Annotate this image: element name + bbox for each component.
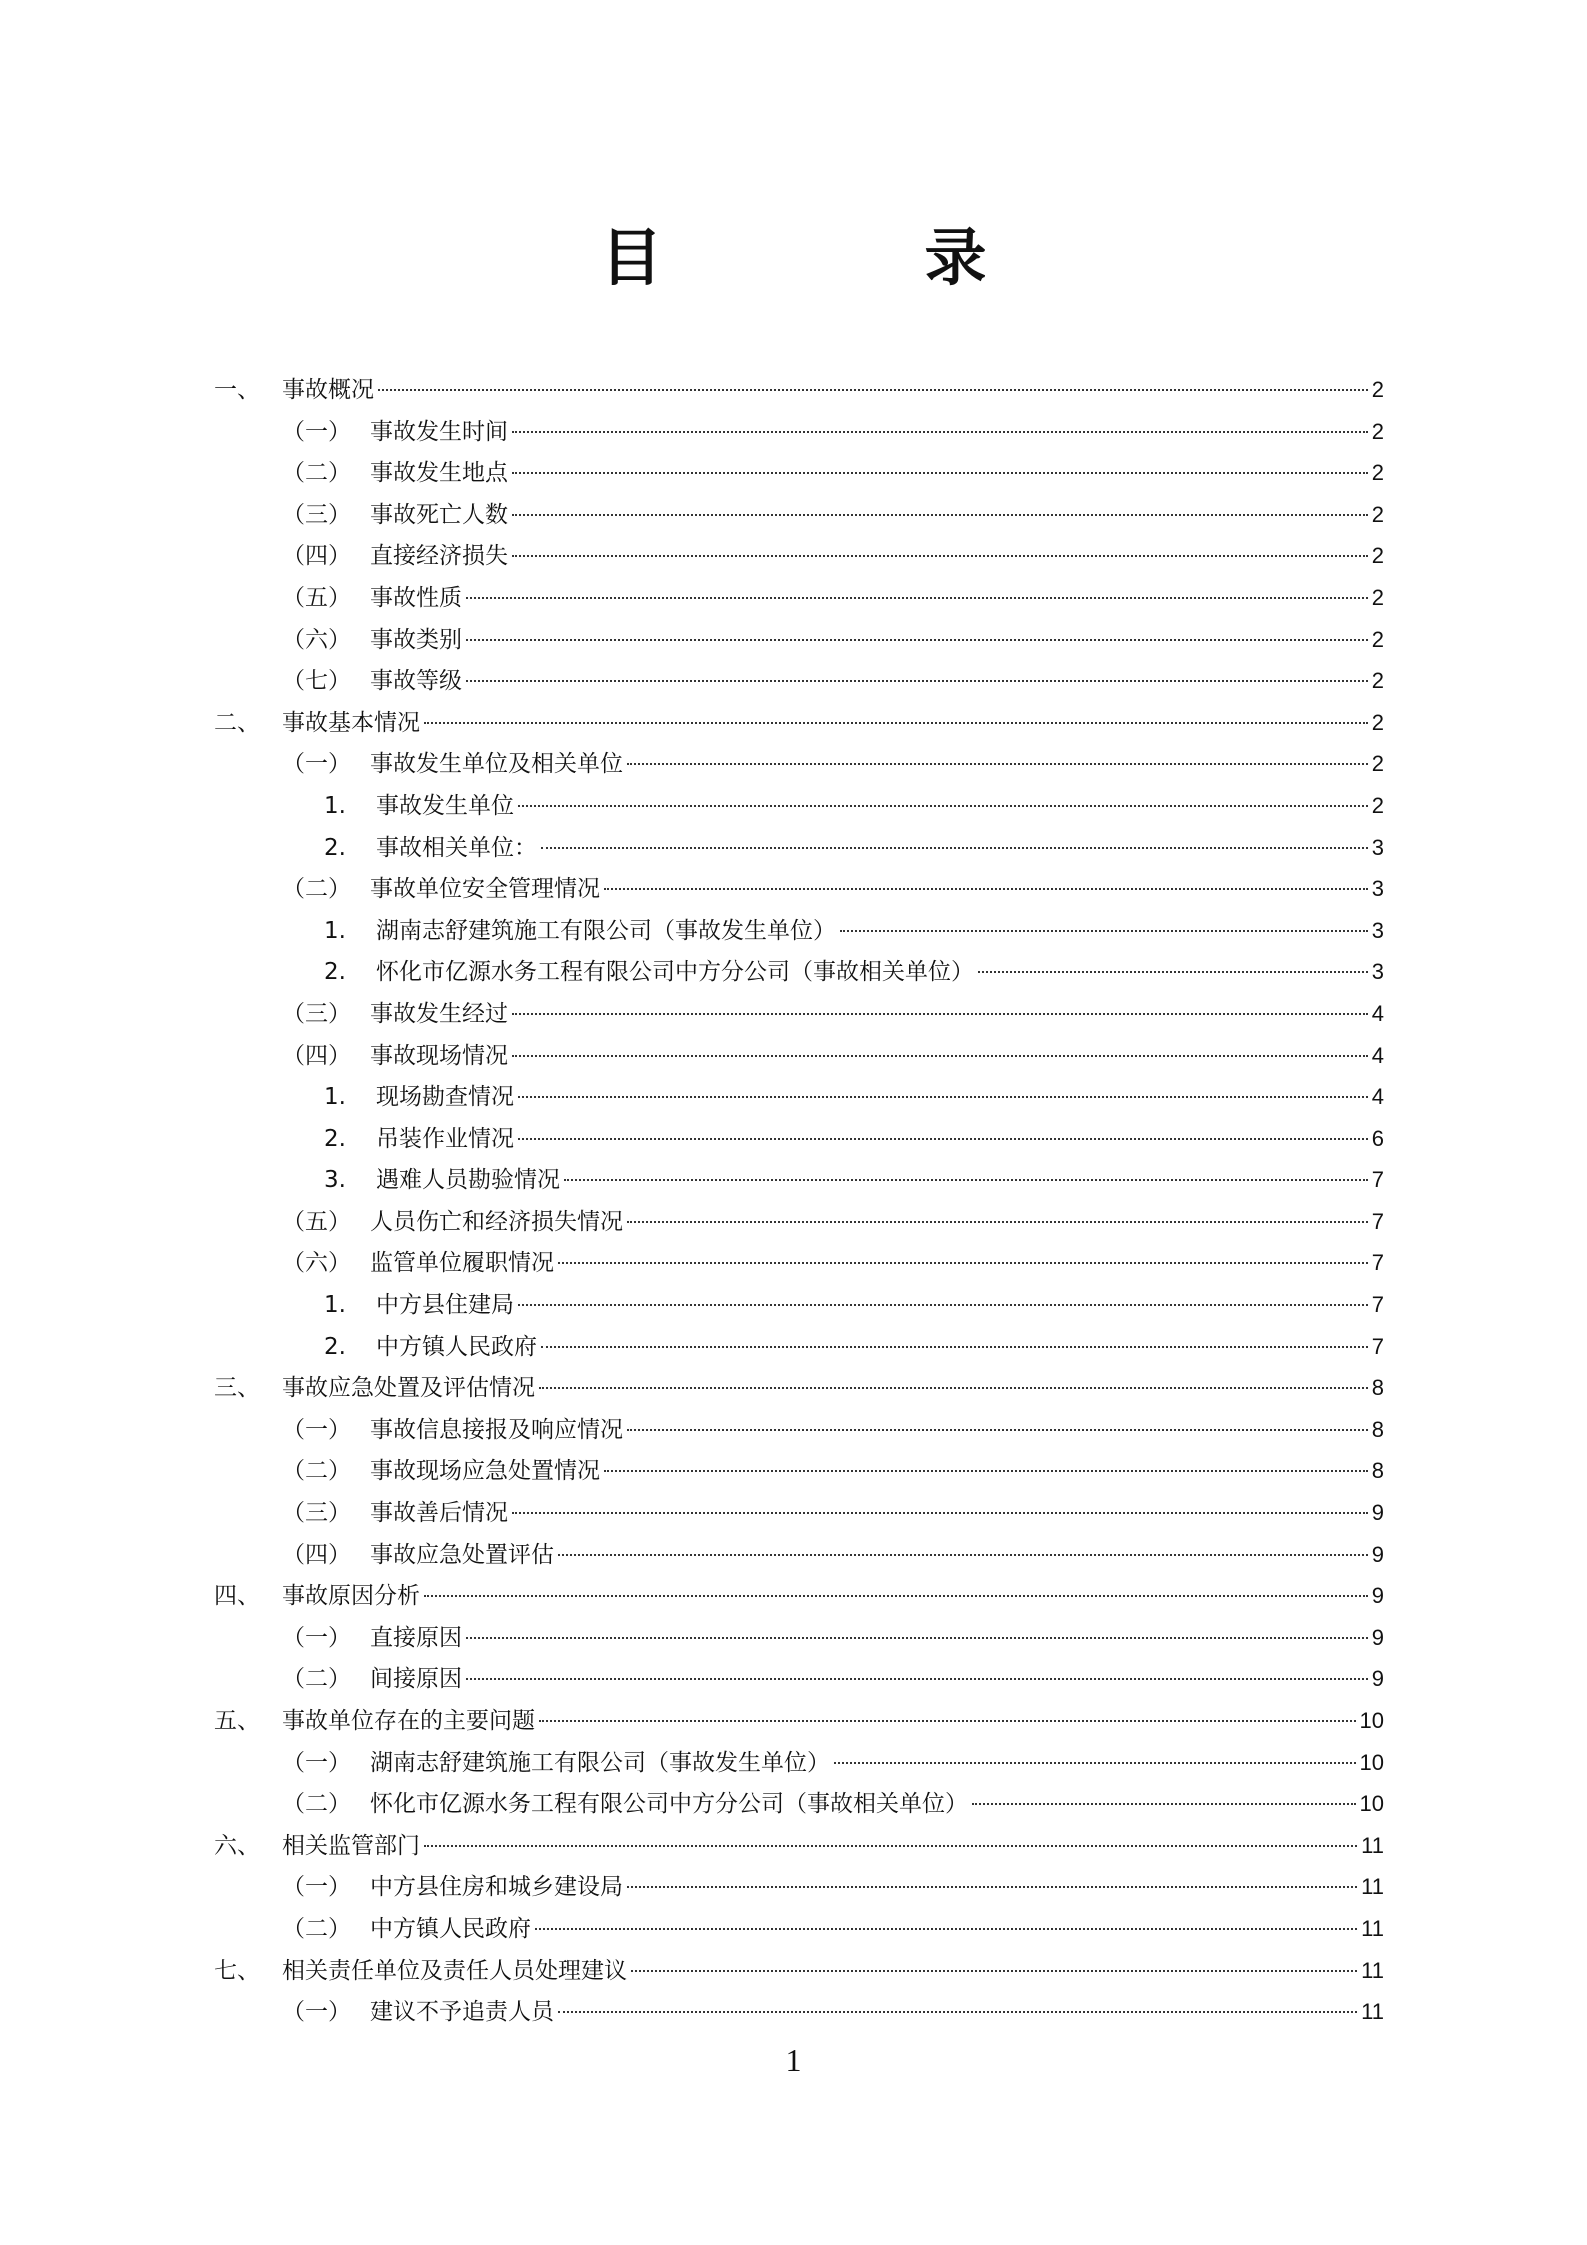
toc-entry[interactable]: [214, 411, 1384, 453]
toc-entry[interactable]: [214, 1742, 1384, 1784]
dot-leader: [840, 930, 1368, 932]
dot-leader: [518, 1096, 1368, 1098]
toc-entry-title: 事故发生地点: [370, 460, 508, 487]
toc-entry-number: （六）: [282, 1250, 351, 1277]
toc-entry-page: 9: [1371, 1583, 1384, 1609]
toc-entry-number: （二）: [282, 1458, 351, 1485]
toc-entry-number: （七）: [282, 668, 351, 695]
toc-entry-page: 3: [1371, 876, 1384, 902]
toc-entry-number: （三）: [282, 1000, 351, 1027]
toc-entry[interactable]: [214, 1991, 1384, 2033]
toc-entry-number: （一）: [282, 1416, 351, 1443]
toc-entry-title: 相关监管部门: [282, 1832, 420, 1859]
toc-entry[interactable]: [214, 1326, 1384, 1368]
dot-leader: [558, 1554, 1368, 1556]
toc-entry[interactable]: [214, 743, 1384, 785]
toc-entry[interactable]: [214, 535, 1384, 577]
toc-entry[interactable]: [214, 827, 1384, 869]
dot-leader: [512, 1512, 1368, 1514]
toc-entry-page: 8: [1371, 1416, 1384, 1442]
toc-entry[interactable]: [214, 1825, 1384, 1867]
dot-leader: [541, 1346, 1368, 1348]
toc-entry-page: 3: [1371, 834, 1384, 860]
toc-entry[interactable]: [214, 1617, 1384, 1659]
dot-leader: [558, 1262, 1368, 1264]
toc-entry[interactable]: [214, 1908, 1384, 1950]
dot-leader: [539, 1720, 1356, 1722]
toc-entry-title: 间接原因: [370, 1666, 462, 1693]
dot-leader: [834, 1762, 1356, 1764]
toc-entry-number: 2.: [324, 834, 346, 861]
toc-entry-number: 二、: [214, 709, 260, 736]
toc-entry[interactable]: [214, 660, 1384, 702]
toc-entry-page: 7: [1371, 1167, 1384, 1193]
toc-entry-title: 湖南志舒建筑施工有限公司（事故发生单位）: [376, 917, 836, 944]
toc-entry-number: 1.: [324, 1292, 346, 1319]
toc-entry-page: 9: [1371, 1541, 1384, 1567]
toc-entry-page: 11: [1361, 1999, 1384, 2025]
toc-entry-title: 事故概况: [282, 377, 374, 403]
dot-leader: [512, 1055, 1368, 1057]
toc-entry-page: 10: [1359, 1749, 1384, 1775]
toc-entry-page: 4: [1371, 1000, 1384, 1026]
table-of-contents: [214, 369, 1384, 2033]
toc-entry-page: 10: [1359, 1791, 1384, 1817]
toc-entry-title: 事故相关单位：: [376, 834, 537, 861]
toc-entry-number: （二）: [282, 1666, 351, 1693]
toc-entry[interactable]: [214, 494, 1384, 536]
dot-leader: [541, 847, 1368, 849]
dot-leader: [627, 1886, 1357, 1888]
toc-entry-title: 建议不予追责人员: [370, 1999, 554, 2026]
toc-entry-title: 事故类别: [370, 626, 462, 653]
toc-entry-title: 直接原因: [370, 1624, 462, 1651]
toc-entry-page: 2: [1371, 668, 1384, 694]
toc-entry[interactable]: [214, 1950, 1384, 1992]
toc-entry[interactable]: [214, 1201, 1384, 1243]
toc-entry[interactable]: [214, 785, 1384, 827]
toc-entry[interactable]: [214, 1076, 1384, 1118]
toc-entry-title: 直接经济损失: [370, 543, 508, 570]
toc-entry-page: 11: [1361, 1874, 1384, 1900]
toc-entry-title: 事故等级: [370, 668, 462, 695]
dot-leader: [512, 514, 1368, 516]
toc-entry[interactable]: [214, 1866, 1384, 1908]
dot-leader: [424, 1845, 1357, 1847]
toc-entry-title: 中方镇人民政府: [370, 1915, 531, 1942]
toc-entry-title: 事故发生时间: [370, 418, 508, 445]
toc-entry-title: 事故基本情况: [282, 709, 420, 736]
toc-entry-number: （三）: [282, 1500, 351, 1527]
dot-leader: [512, 472, 1368, 474]
toc-entry[interactable]: [214, 1575, 1384, 1617]
dot-leader: [558, 2011, 1357, 2013]
toc-entry[interactable]: [214, 1450, 1384, 1492]
dot-leader: [604, 1470, 1368, 1472]
toc-entry-page: 9: [1371, 1666, 1384, 1692]
dot-leader: [466, 1678, 1368, 1680]
toc-entry-page: 7: [1371, 1333, 1384, 1359]
dot-leader: [512, 555, 1368, 557]
toc-entry-title: 事故发生单位: [376, 792, 514, 819]
toc-entry-number: （三）: [282, 501, 351, 528]
toc-entry-page: 4: [1371, 1042, 1384, 1068]
toc-entry-title: 事故单位安全管理情况: [370, 876, 600, 903]
toc-entry-title: 监管单位履职情况: [370, 1250, 554, 1277]
dot-leader: [518, 1138, 1368, 1140]
toc-entry[interactable]: [214, 702, 1384, 744]
toc-entry-page: 2: [1371, 460, 1384, 486]
toc-entry[interactable]: [214, 868, 1384, 910]
toc-entry-number: 2.: [324, 1125, 346, 1152]
dot-leader: [631, 1970, 1357, 1972]
dot-leader: [535, 1928, 1357, 1930]
dot-leader: [466, 639, 1368, 641]
toc-entry-number: 一、: [214, 377, 260, 403]
toc-entry-page: 2: [1371, 792, 1384, 818]
toc-entry[interactable]: [214, 1367, 1384, 1409]
toc-entry[interactable]: [214, 1284, 1384, 1326]
toc-entry-page: 2: [1371, 584, 1384, 610]
toc-entry-title: 事故善后情况: [370, 1500, 508, 1527]
toc-entry-number: （四）: [282, 1541, 351, 1568]
toc-entry-number: 1.: [324, 1084, 346, 1111]
toc-entry-number: （四）: [282, 1042, 351, 1069]
toc-entry-title: 遇难人员勘验情况: [376, 1167, 560, 1194]
toc-entry-number: 四、: [214, 1583, 260, 1610]
toc-entry-number: （五）: [282, 1208, 351, 1235]
toc-entry-title: 事故单位存在的主要问题: [282, 1708, 535, 1734]
toc-entry-page: 2: [1371, 543, 1384, 569]
toc-entry-number: （一）: [282, 1749, 351, 1776]
toc-entry-page: 11: [1361, 1832, 1384, 1858]
dot-leader: [564, 1179, 1368, 1181]
toc-entry-page: 2: [1371, 709, 1384, 735]
toc-entry-number: （二）: [282, 1791, 351, 1818]
toc-entry[interactable]: [214, 1492, 1384, 1534]
dot-leader: [518, 1304, 1368, 1306]
toc-entry-title: 事故死亡人数: [370, 501, 508, 528]
dot-leader: [466, 680, 1368, 682]
toc-entry-title: 事故应急处置评估: [370, 1541, 554, 1568]
toc-entry[interactable]: [214, 577, 1384, 619]
dot-leader: [466, 1637, 1368, 1639]
toc-entry-number: （二）: [282, 460, 351, 487]
toc-entry-number: （一）: [282, 1624, 351, 1651]
toc-entry[interactable]: [214, 910, 1384, 952]
toc-entry-page: 2: [1371, 626, 1384, 652]
toc-entry-page: 3: [1371, 959, 1384, 985]
toc-entry[interactable]: [214, 1534, 1384, 1576]
toc-entry-page: 11: [1361, 1957, 1384, 1983]
dot-leader: [539, 1387, 1368, 1389]
toc-entry-title: 中方县住房和城乡建设局: [370, 1874, 623, 1901]
dot-leader: [518, 805, 1368, 807]
dot-leader: [627, 763, 1368, 765]
toc-entry-page: 4: [1371, 1084, 1384, 1110]
toc-entry-page: 2: [1371, 418, 1384, 444]
dot-leader: [627, 1221, 1368, 1223]
dot-leader: [466, 597, 1368, 599]
toc-entry-page: 7: [1371, 1250, 1384, 1276]
toc-entry-number: 2.: [324, 959, 346, 986]
toc-entry-number: 五、: [214, 1708, 260, 1734]
dot-leader: [424, 1595, 1368, 1597]
toc-entry-title: 怀化市亿源水务工程有限公司中方分公司（事故相关单位）: [370, 1791, 968, 1818]
toc-entry-number: （一）: [282, 418, 351, 445]
toc-entry-number: （二）: [282, 1915, 351, 1942]
toc-entry-number: 七、: [214, 1957, 260, 1984]
toc-entry-number: （六）: [282, 626, 351, 653]
toc-entry-title: 事故应急处置及评估情况: [282, 1375, 535, 1402]
toc-entry-number: （一）: [282, 1999, 351, 2026]
toc-entry[interactable]: [214, 1409, 1384, 1451]
toc-entry-page: 8: [1371, 1375, 1384, 1401]
toc-entry[interactable]: [214, 993, 1384, 1035]
toc-entry-page: 7: [1371, 1292, 1384, 1318]
toc-entry-number: （二）: [282, 876, 351, 903]
toc-entry[interactable]: [214, 1159, 1384, 1201]
toc-entry-number: 2.: [324, 1333, 346, 1360]
toc-entry-number: （四）: [282, 543, 351, 570]
toc-entry[interactable]: [214, 1783, 1384, 1825]
toc-entry-page: 3: [1371, 917, 1384, 943]
toc-entry-number: 1.: [324, 917, 346, 944]
dot-leader: [972, 1803, 1356, 1805]
toc-entry-page: 10: [1359, 1708, 1384, 1733]
toc-entry-title: 湖南志舒建筑施工有限公司（事故发生单位）: [370, 1749, 830, 1776]
toc-entry-title: 事故现场应急处置情况: [370, 1458, 600, 1485]
toc-entry-title: 现场勘查情况: [376, 1084, 514, 1111]
page-title: 目 录: [600, 221, 1087, 294]
toc-entry-title: 事故发生单位及相关单位: [370, 751, 623, 778]
toc-entry[interactable]: [214, 1118, 1384, 1160]
toc-entry[interactable]: [214, 619, 1384, 661]
toc-entry-title: 怀化市亿源水务工程有限公司中方分公司（事故相关单位）: [376, 959, 974, 986]
toc-entry-title: 人员伤亡和经济损失情况: [370, 1208, 623, 1235]
toc-entry[interactable]: [214, 1700, 1384, 1742]
toc-entry-number: （一）: [282, 751, 351, 778]
toc-entry-page: 2: [1371, 751, 1384, 777]
toc-entry-number: （一）: [282, 1874, 351, 1901]
toc-entry-page: 8: [1371, 1458, 1384, 1484]
toc-entry-number: 三、: [214, 1375, 260, 1402]
toc-entry-title: 事故信息接报及响应情况: [370, 1416, 623, 1443]
toc-entry[interactable]: [214, 452, 1384, 494]
dot-leader: [378, 389, 1368, 391]
toc-entry-page: 2: [1371, 377, 1384, 402]
toc-entry-page: 6: [1371, 1125, 1384, 1151]
toc-entry-number: 六、: [214, 1832, 260, 1859]
toc-entry-title: 吊装作业情况: [376, 1125, 514, 1152]
toc-entry-title: 相关责任单位及责任人员处理建议: [282, 1957, 627, 1984]
toc-entry-title: 事故发生经过: [370, 1000, 508, 1027]
toc-entry-page: 7: [1371, 1208, 1384, 1234]
toc-entry[interactable]: [214, 1658, 1384, 1700]
toc-entry-number: 3.: [324, 1167, 346, 1194]
toc-entry-title: 事故现场情况: [370, 1042, 508, 1069]
toc-entry[interactable]: [214, 1035, 1384, 1077]
toc-entry-title: 中方镇人民政府: [376, 1333, 537, 1360]
toc-entry[interactable]: [214, 951, 1384, 993]
dot-leader: [512, 431, 1368, 433]
toc-entry-number: （五）: [282, 584, 351, 611]
toc-entry-number: 1.: [324, 792, 346, 819]
dot-leader: [512, 1013, 1368, 1015]
toc-entry-title: 事故性质: [370, 584, 462, 611]
toc-entry[interactable]: [214, 1242, 1384, 1284]
toc-entry-title: 中方县住建局: [376, 1292, 514, 1319]
dot-leader: [978, 971, 1368, 973]
toc-entry[interactable]: [214, 369, 1384, 411]
toc-entry-page: 9: [1371, 1500, 1384, 1526]
dot-leader: [424, 722, 1368, 724]
toc-entry-page: 9: [1371, 1624, 1384, 1650]
toc-entry-page: 2: [1371, 501, 1384, 527]
dot-leader: [627, 1429, 1368, 1431]
toc-entry-title: 事故原因分析: [282, 1583, 420, 1610]
page-number: 1: [785, 2042, 802, 2078]
dot-leader: [604, 888, 1368, 890]
toc-entry-page: 11: [1361, 1915, 1384, 1941]
